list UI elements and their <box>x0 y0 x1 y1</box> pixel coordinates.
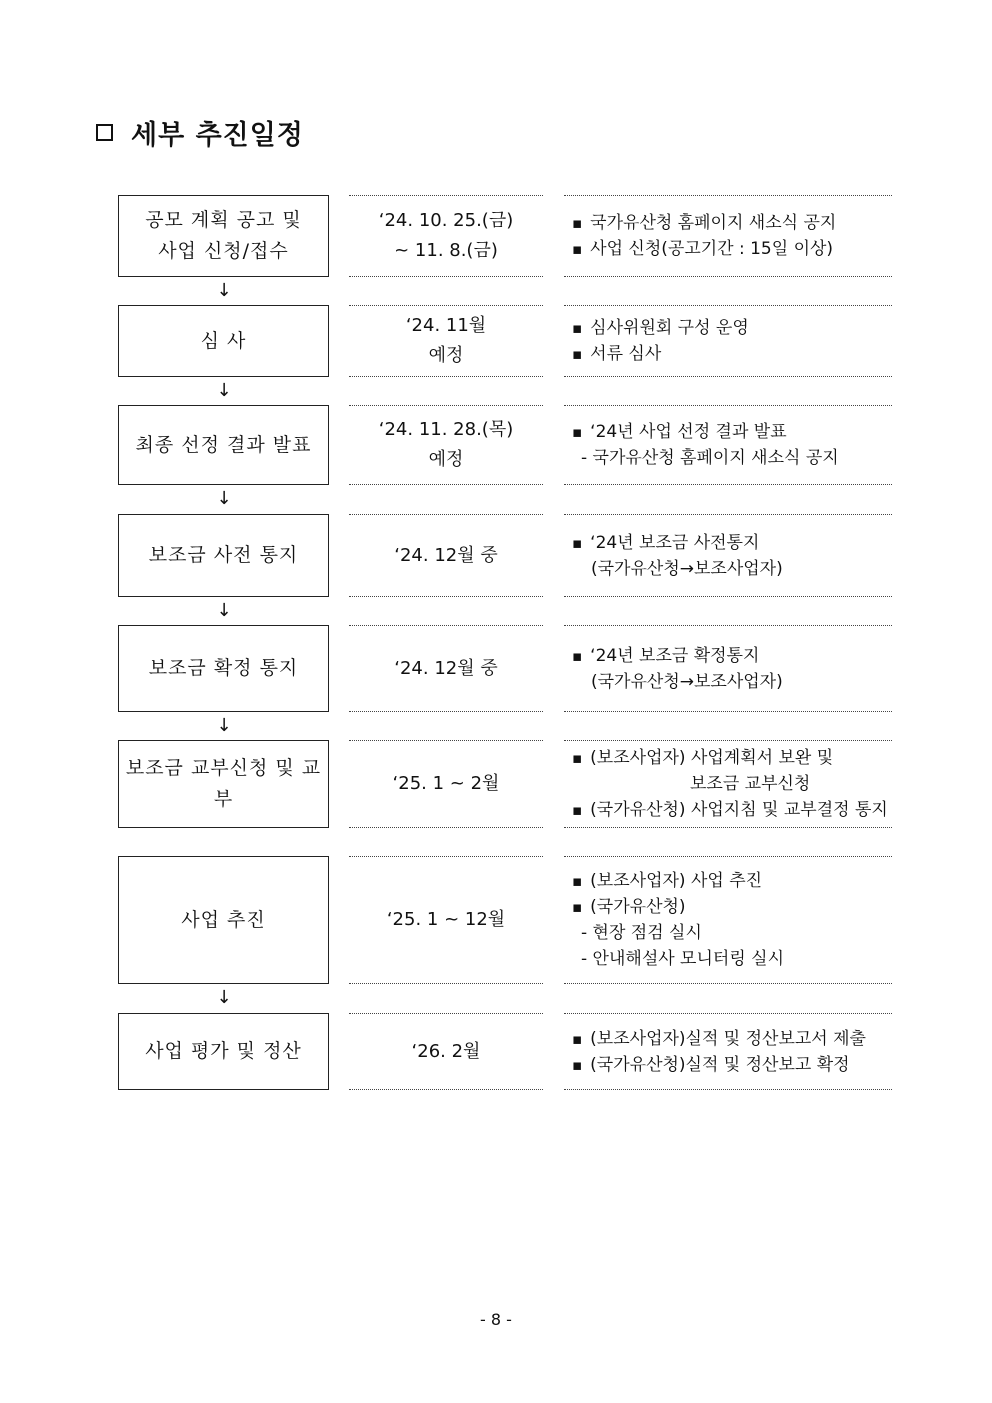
schedule-date-cell <box>349 514 543 597</box>
stage-box <box>118 625 329 712</box>
schedule-date-cell <box>349 1013 543 1090</box>
detail-bullet-item: ▪ (보조사업자) 사업 추진 <box>572 868 892 894</box>
detail-bullet-item: ▪ (보조사업자)실적 및 정산보고서 제출 <box>572 1026 892 1052</box>
schedule-date-cell <box>349 195 543 277</box>
stage-box <box>118 740 329 828</box>
schedule-date-text: ‘24. 11월 <box>405 315 487 336</box>
detail-bullet-item: ▪ (국가유산청) <box>572 894 892 920</box>
down-arrow-icon: ↓ <box>216 488 232 509</box>
down-arrow-icon: ↓ <box>216 715 232 736</box>
detail-sub-item: (국가유산청→보조사업자) <box>591 671 783 692</box>
schedule-date-text: ‘24. 11. 28.(목) <box>378 419 514 440</box>
stage-box <box>118 856 329 984</box>
stage-box <box>118 1013 329 1090</box>
schedule-date-text: ‘25. 1 ~ 12월 <box>386 909 506 930</box>
down-arrow-icon: ↓ <box>216 600 232 621</box>
detail-sub-item: - 안내해설사 모니터링 실시 <box>572 946 892 972</box>
detail-sub-item: (국가유산청→보조사업자) <box>591 558 783 579</box>
section-title: 세부 추진일정 <box>131 119 304 151</box>
page-number: - 8 - <box>480 1310 512 1329</box>
stage-label: 심 사 <box>200 329 247 352</box>
stage-box <box>118 305 329 377</box>
stage-label: 보조금 사전 통지 <box>148 544 299 566</box>
schedule-date-text: ‘24. 12월 중 <box>394 657 498 679</box>
schedule-date-text: 예정 <box>428 345 464 366</box>
down-arrow-icon: ↓ <box>216 280 232 301</box>
detail-sub-item: 보조금 교부신청 <box>690 774 811 794</box>
detail-cell <box>564 625 892 712</box>
schedule-date-text: ‘25. 1 ~ 2월 <box>392 773 500 794</box>
detail-cell <box>564 195 892 277</box>
detail-cell <box>564 305 892 377</box>
detail-bullet-item: ▪ 국가유산청 홈페이지 새소식 공지 <box>572 210 892 236</box>
stage-box <box>118 405 329 485</box>
schedule-date-cell <box>349 305 543 377</box>
detail-cell <box>564 1013 892 1090</box>
detail-bullet-item: ▪ (국가유산청) 사업지침 및 교부결정 통지 <box>572 797 892 823</box>
detail-bullet-item: ▪ ‘24년 보조금 사전통지 <box>572 530 892 556</box>
schedule-date-text: ‘26. 2월 <box>411 1040 481 1062</box>
checkbox-square-icon <box>96 124 113 141</box>
detail-bullet-item: ▪ (보조사업자) 사업계획서 보완 및 <box>572 745 892 771</box>
detail-bullet-item: ▪ (국가유산청)실적 및 정산보고 확정 <box>572 1052 892 1078</box>
down-arrow-icon: ↓ <box>216 987 232 1008</box>
schedule-date-text: ‘24. 12월 중 <box>394 544 498 566</box>
down-arrow-icon: ↓ <box>216 380 232 401</box>
schedule-date-cell <box>349 405 543 485</box>
schedule-date-text: ‘24. 10. 25.(금) <box>378 210 514 231</box>
stage-box <box>118 514 329 597</box>
schedule-date-cell <box>349 625 543 712</box>
schedule-date-cell <box>349 856 543 984</box>
detail-bullet-item: ▪ 사업 신청(공고기간 : 15일 이상) <box>572 236 892 262</box>
stage-label: 사업 신청/접수 <box>158 240 289 262</box>
detail-cell <box>564 405 892 485</box>
schedule-date-text: 예정 <box>428 449 464 470</box>
detail-bullet-item: ▪ 심사위원회 구성 운영 <box>572 315 892 341</box>
detail-sub-item: - 현장 점검 실시 <box>572 920 892 946</box>
detail-bullet-item: ▪ ‘24년 보조금 확정통지 <box>572 643 892 669</box>
detail-cell <box>564 514 892 597</box>
detail-cell <box>564 740 892 828</box>
detail-sub-item: - 국가유산청 홈페이지 새소식 공지 <box>572 445 892 471</box>
schedule-date-text: ~ 11. 8.(금) <box>394 240 498 261</box>
stage-label: 최종 선정 결과 발표 <box>135 433 312 456</box>
detail-cell <box>564 856 892 984</box>
section-heading <box>96 112 304 152</box>
stage-label: 보조금 교부신청 및 교부 <box>125 757 322 810</box>
detail-bullet-item: ▪ 서류 심사 <box>572 341 892 367</box>
stage-label: 보조금 확정 통지 <box>148 657 299 679</box>
stage-label: 사업 평가 및 정산 <box>145 1040 302 1062</box>
stage-label: 사업 추진 <box>181 908 266 931</box>
schedule-date-cell <box>349 740 543 828</box>
stage-box <box>118 195 329 277</box>
detail-bullet-item: ▪ ‘24년 사업 선정 결과 발표 <box>572 419 892 445</box>
stage-label: 공모 계획 공고 및 <box>145 209 302 231</box>
